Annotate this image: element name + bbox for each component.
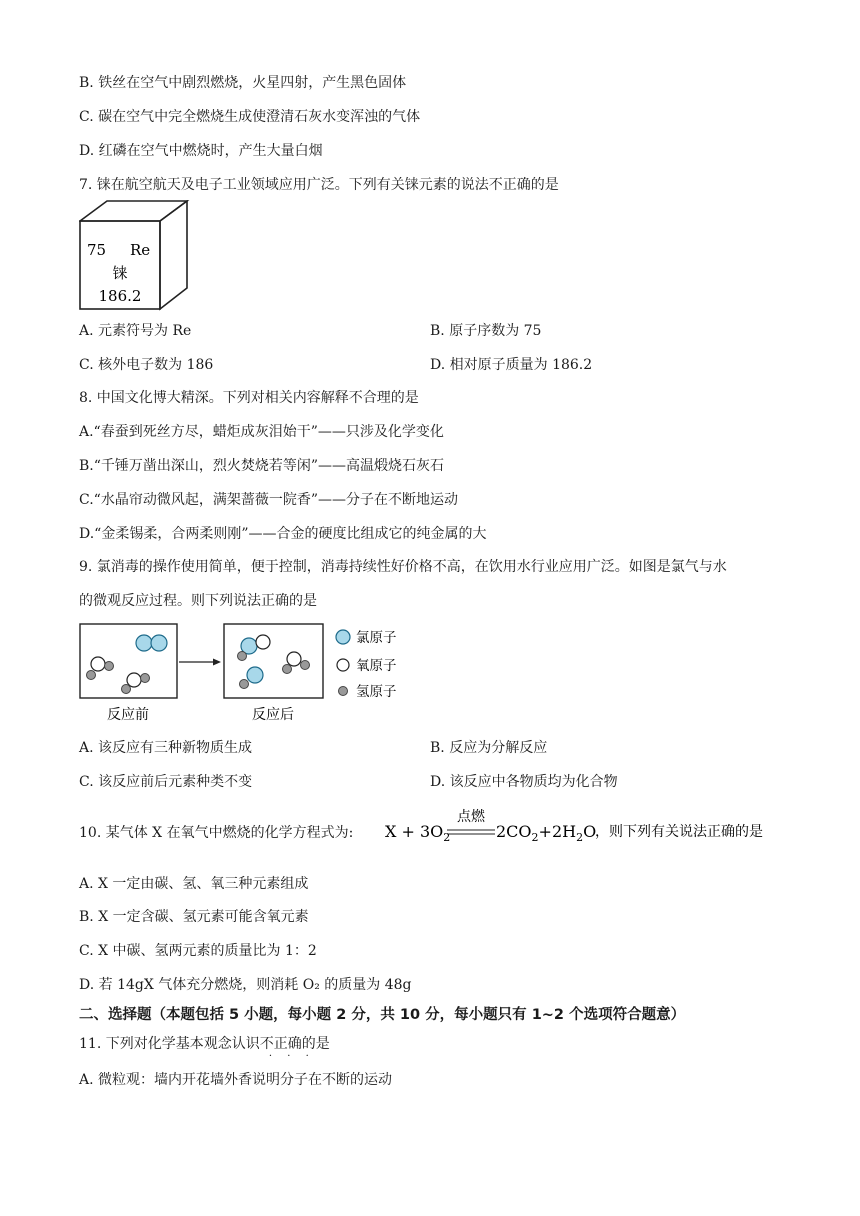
reaction-diagram bbox=[79, 622, 419, 726]
q7-option-d: D. 相对原子质量为 186.2 bbox=[430, 357, 593, 373]
legend-oxygen-label: 氧原子 bbox=[356, 658, 397, 674]
q11-stem-emphasis: 不正确 · · · bbox=[259, 1036, 315, 1062]
element-mass: 186.2 bbox=[98, 287, 142, 305]
chlorine-atom bbox=[247, 667, 263, 683]
q10-option-a: A. X 一定由碳、氢、氧三种元素组成 bbox=[79, 876, 309, 892]
oxygen-atom bbox=[287, 652, 301, 666]
hydrogen-atom bbox=[238, 652, 247, 661]
legend-chlorine-label: 氯原子 bbox=[356, 630, 397, 646]
q11-stem bbox=[79, 1035, 330, 1062]
hydrogen-atom bbox=[122, 685, 131, 694]
q10-option-c: C. X 中碳、氢两元素的质量比为 1：2 bbox=[79, 943, 317, 959]
q9-option-b: B. 反应为分解反应 bbox=[430, 740, 548, 756]
equation-condition: 点燃 bbox=[457, 809, 485, 825]
q9-option-d: D. 该反应中各物质均为化合物 bbox=[430, 774, 618, 790]
oxygen-atom bbox=[127, 673, 141, 687]
q7-option-b: B. 原子序数为 75 bbox=[430, 323, 542, 339]
q8-option-c: C.“水晶帘动微风起，满架蔷薇一院香”——分子在不断地运动 bbox=[79, 492, 458, 508]
q7-option-c: C. 核外电子数为 186 bbox=[79, 357, 214, 373]
equation-lhs: $X + 3O_2$ bbox=[385, 822, 451, 844]
q7-stem: 7. 铼在航空航天及电子工业领域应用广泛。下列有关铼元素的说法不正确的是 bbox=[79, 177, 559, 193]
equation-rhs: $2CO_2+2H_2O$ bbox=[496, 822, 597, 844]
before-label: 反应前 bbox=[107, 707, 149, 723]
q10-stem-after: ，则下列有关说法正确的是 bbox=[595, 824, 763, 840]
arrow-head-icon bbox=[213, 659, 221, 666]
hydrogen-atom bbox=[87, 671, 96, 680]
q6-option-d: D. 红磷在空气中燃烧时，产生大量白烟 bbox=[79, 143, 323, 159]
hydrogen-atom bbox=[105, 662, 114, 671]
after-box bbox=[224, 624, 323, 698]
q11-stem-before: 11. 下列对化学基本观念认识 bbox=[79, 1036, 260, 1052]
q11-option-a: A. 微粒观：墙内开花墙外香说明分子在不断的运动 bbox=[79, 1072, 393, 1088]
hydrogen-atom bbox=[283, 665, 292, 674]
oxygen-atom bbox=[256, 635, 270, 649]
legend-hydrogen-label: 氢原子 bbox=[356, 684, 397, 700]
element-symbol: Re bbox=[130, 241, 151, 259]
chlorine-atom bbox=[151, 635, 167, 651]
section-2-heading: 二、选择题（本题包括 5 小题，每小题 2 分，共 10 分，每小题只有 1~2 个选项符合题意） bbox=[79, 1007, 686, 1023]
q8-option-d: D.“金柔锡柔，合两柔则刚”——合金的硬度比组成它的纯金属的大 bbox=[79, 526, 487, 542]
legend-oxygen-icon bbox=[337, 659, 349, 671]
q9-option-a: A. 该反应有三种新物质生成 bbox=[79, 740, 253, 756]
q8-option-b: B.“千锤万凿出深山，烈火焚烧若等闲”——高温煅烧石灰石 bbox=[79, 458, 445, 474]
q9-option-c: C. 该反应前后元素种类不变 bbox=[79, 774, 253, 790]
q8-stem: 8. 中国文化博大精深。下列对相关内容解释不合理的是 bbox=[79, 390, 419, 406]
q10-stem-before: 10. 某气体 X 在氧气中燃烧的化学方程式为: bbox=[79, 825, 354, 841]
q9-stem-line2: 的微观反应过程。则下列说法正确的是 bbox=[79, 593, 317, 609]
q8-option-a: A.“春蚕到死丝方尽，蜡炬成灰泪始干”——只涉及化学变化 bbox=[79, 424, 444, 440]
q9-stem-line1: 9. 氯消毒的操作使用简单，便于控制，消毒持续性好价格不高，在饮用水行业应用广泛。如图是氯气与水 bbox=[79, 559, 727, 575]
q11-stem-after: 的是 bbox=[301, 1036, 330, 1052]
legend-chlorine-icon bbox=[336, 630, 350, 644]
hydrogen-atom bbox=[240, 680, 249, 689]
legend-hydrogen-icon bbox=[339, 687, 348, 696]
element-card-figure bbox=[79, 200, 199, 312]
hydrogen-atom bbox=[301, 661, 310, 670]
q6-option-c: C. 碳在空气中完全燃烧生成使澄清石灰水变浑浊的气体 bbox=[79, 109, 421, 125]
chemical-equation bbox=[385, 806, 763, 850]
element-card-top bbox=[80, 201, 187, 221]
q10-option-d: D. 若 14gX 气体充分燃烧，则消耗 O₂ 的质量为 48g bbox=[79, 977, 412, 993]
element-name: 铼 bbox=[112, 264, 128, 282]
element-card-side bbox=[160, 201, 187, 309]
after-label: 反应后 bbox=[252, 707, 294, 723]
chlorine-atom bbox=[136, 635, 152, 651]
oxygen-atom bbox=[91, 657, 105, 671]
q10-option-b: B. X 一定含碳、氢元素可能含氧元素 bbox=[79, 909, 309, 925]
q6-option-b: B. 铁丝在空气中剧烈燃烧，火星四射，产生黑色固体 bbox=[79, 75, 407, 91]
hydrogen-atom bbox=[141, 674, 150, 683]
q7-option-a: A. 元素符号为 Re bbox=[79, 323, 192, 339]
element-number: 75 bbox=[87, 241, 107, 259]
